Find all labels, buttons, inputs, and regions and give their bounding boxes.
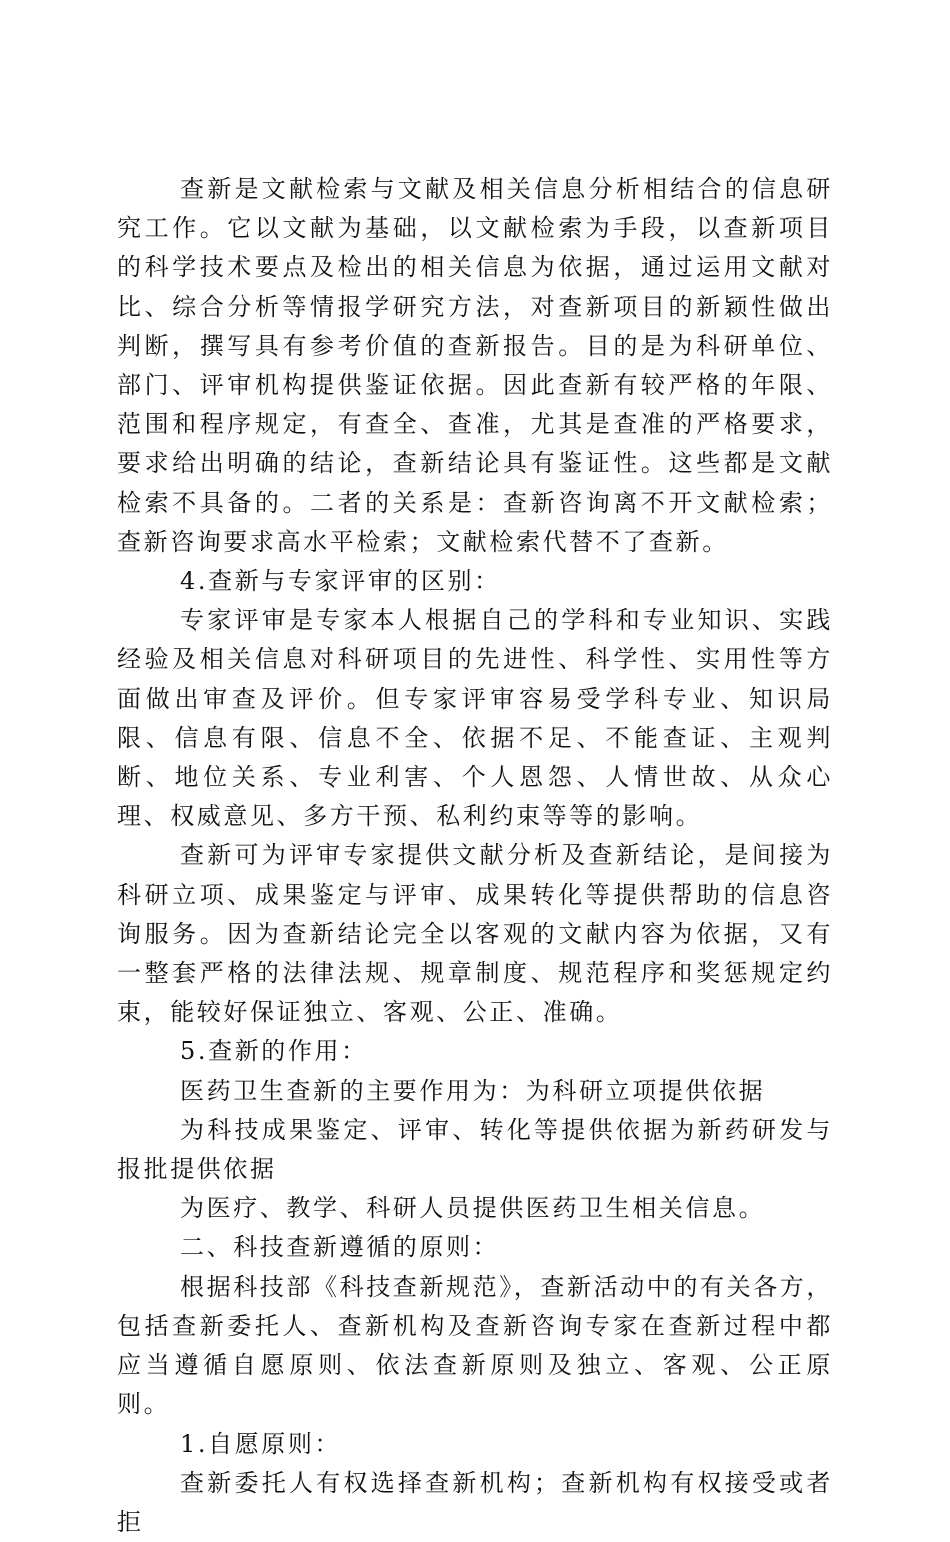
paragraph-novelty-search-for-reviewers: 查新可为评审专家提供文献分析及查新结论，是间接为科研立项、成果鉴定与评审、成果转化等提供帮助的信息咨询服务。因为查新结论完全以客观的文献内容为依据，又有一整套严格的法律法规、规章制度、规范程序和奖惩规定约束，能较好保证独立、客观、公正、准确。	[117, 841, 833, 1027]
heading-voluntary-principle: 1.自愿原则：	[180, 1429, 342, 1458]
document-body	[117, 170, 833, 1542]
paragraph-relation-to-literature-search: 查新是文献检索与文献及相关信息分析相结合的信息研究工作。它以文献为基础，以文献检索为手段，以查新项目的科学技术要点及检出的相关信息为依据，通过运用文献对比、综合分析等情报学研究方法，对查新项目的新颖性做出判断，撰写具有参考价值的查新报告。目的是为科研单位、部门、评审机构提供鉴证依据。因此查新有较严格的年限、范围和程序规定，有查全、查准，尤其是查准的严格要求，要求给出明确的结论，查新结论具有鉴证性。这些都是文献检索不具备的。二者的关系是：查新咨询离不开文献检索；查新咨询要求高水平检索；文献检索代替不了查新。	[117, 175, 833, 556]
heading-difference-from-expert-review: 4.查新与专家评审的区别：	[180, 567, 501, 596]
paragraph-voluntary-principle: 查新委托人有权选择查新机构；查新机构有权接受或者拒	[117, 1468, 833, 1536]
paragraph-expert-review: 专家评审是专家本人根据自己的学科和专业知识、实践经验及相关信息对科研项目的先进性、科学性、实用性等方面做出审查及评价。但专家评审容易受学科专业、知识局限、信息有限、信息不全、依据不足、不能查证、主观判断、地位关系、专业利害、个人恩怨、人情世故、从众心理、权威意见、多方干预、私利约束等等的影响。	[117, 606, 833, 831]
paragraph-medical-information: 为医疗、教学、科研人员提供医药卫生相关信息。	[180, 1194, 766, 1223]
paragraph-achievement-evaluation: 为科技成果鉴定、评审、转化等提供依据为新药研发与报批提供依据	[117, 1115, 833, 1184]
heading-role-of-novelty-search: 5.查新的作用：	[180, 1037, 368, 1066]
heading-principles: 二、科技查新遵循的原则：	[180, 1233, 500, 1262]
paragraph-main-role: 医药卫生查新的主要作用为：为科研立项提供依据	[180, 1076, 766, 1105]
paragraph-specification-principles: 根据科技部《科技查新规范》，查新活动中的有关各方，包括查新委托人、查新机构及查新咨询专家在查新过程中都应当遵循自愿原则、依法查新原则及独立、客观、公正原则。	[117, 1272, 833, 1419]
